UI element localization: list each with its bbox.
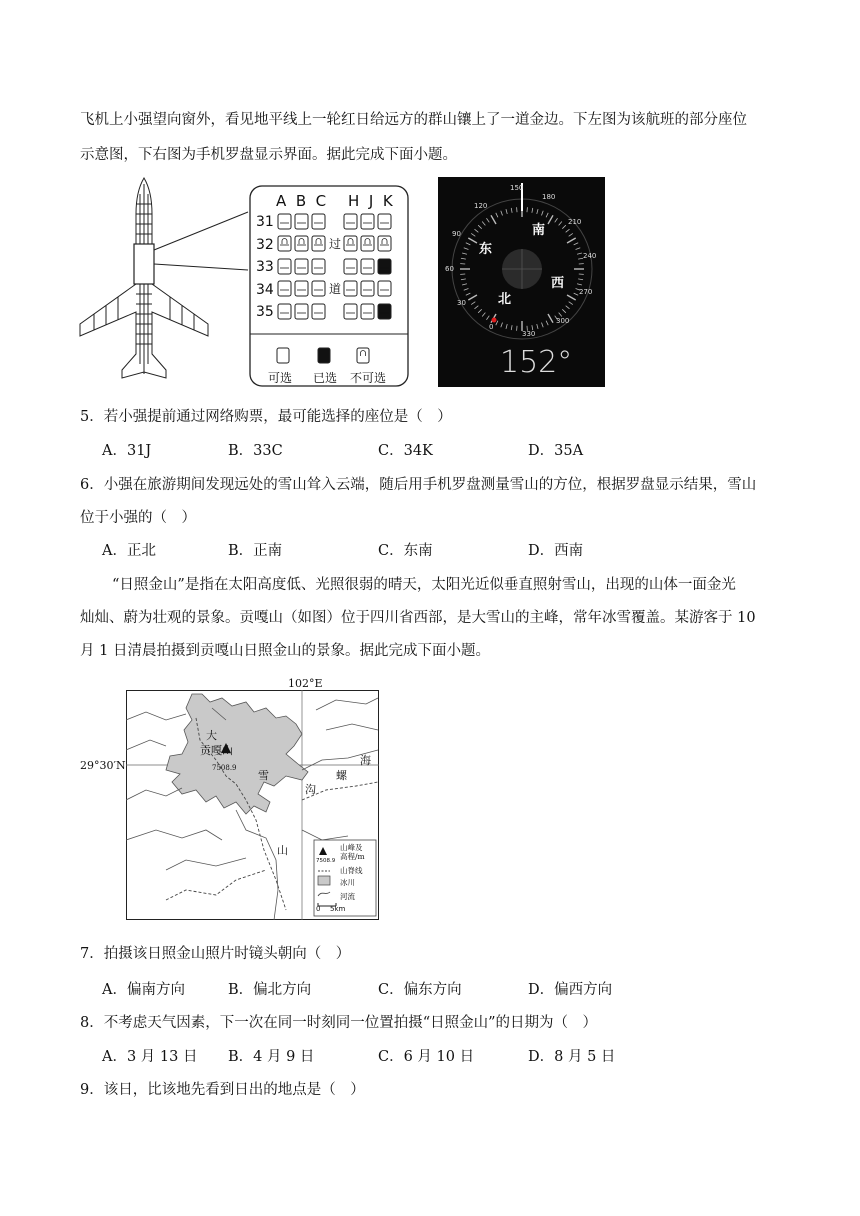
- tick-120: 120: [474, 202, 488, 210]
- row-32-label: 32: [256, 236, 274, 253]
- q8-option-b[interactable]: B．4 月 9 日: [228, 1049, 315, 1065]
- row-34-label: 34: [256, 281, 274, 298]
- seat[interactable]: [378, 214, 391, 229]
- legend-glacier-label: 冰川: [340, 878, 355, 887]
- map-peak-elevation: 7508.9: [212, 764, 237, 772]
- q9-stem: 9．该日，比该地先看到日出的地点是（ ）: [80, 1082, 365, 1098]
- compass-tick: [501, 211, 503, 216]
- seat[interactable]: [312, 259, 325, 274]
- q8-option-a[interactable]: A．3 月 13 日: [102, 1049, 198, 1065]
- compass-tick: [578, 279, 583, 280]
- q6-option-b[interactable]: B．正南: [228, 543, 283, 559]
- intro-line-2: 示意图，下右图为手机罗盘显示界面。据此完成下面小题。: [80, 147, 457, 163]
- compass-tick: [574, 243, 579, 245]
- seat[interactable]: [278, 281, 291, 296]
- compass-tick: [537, 209, 538, 214]
- intro2-line-2: 灿灿、蔚为壮观的景象。贡嘎山（如图）位于四川省西部，是大雪山的主峰，常年冰雪覆盖。某游客于 10: [80, 610, 756, 626]
- compass-tick: [532, 208, 533, 213]
- compass-north-label: 北: [498, 292, 512, 307]
- q7-stem: 7．拍摄该日照金山照片时镜头朝向（ ）: [80, 946, 351, 962]
- compass-tick: [501, 323, 503, 328]
- compass-tick: [546, 321, 548, 326]
- compass-tick: [468, 238, 477, 243]
- map-gully-char-2: 螺: [336, 769, 347, 782]
- compass-tick: [461, 258, 466, 259]
- legend-seat-icon: [277, 348, 289, 363]
- compass-tick: [486, 316, 489, 320]
- compass-tick: [486, 218, 489, 222]
- seat-columns-left: [276, 192, 326, 210]
- compass-tick: [566, 229, 570, 232]
- compass-tick: [576, 248, 581, 250]
- q6-option-d[interactable]: D．西南: [528, 543, 584, 559]
- tick-150: 150: [510, 184, 524, 192]
- seat[interactable]: [361, 259, 374, 274]
- seat[interactable]: [295, 259, 308, 274]
- compass-tick: [478, 309, 482, 313]
- compass-tick: [541, 323, 543, 328]
- legend-selected: 已选: [313, 371, 338, 385]
- q7-option-a[interactable]: A．偏南方向: [102, 982, 185, 998]
- compass-tick: [562, 225, 566, 229]
- tick-210: 210: [568, 218, 582, 226]
- q8-option-d[interactable]: D．8 月 5 日: [528, 1049, 616, 1065]
- q6-option-a[interactable]: A．正北: [102, 543, 156, 559]
- compass-tick: [466, 243, 471, 245]
- compass-tick: [511, 325, 512, 330]
- compass-tick: [506, 324, 507, 329]
- seat[interactable]: [295, 281, 308, 296]
- map-range-char-2: 雪: [258, 769, 269, 782]
- tick-270: 270: [579, 288, 593, 296]
- intro2-line-3: 月 1 日清晨拍摄到贡嘎山日照金山的景象。据此完成下面小题。: [80, 643, 490, 659]
- legend-unavailable: 不可选: [350, 371, 387, 385]
- legend-scale-5km: 5km: [330, 905, 346, 913]
- row-33-label: 33: [256, 259, 274, 275]
- compass-tick: [559, 222, 562, 226]
- row-31-label: 31: [256, 214, 274, 230]
- seat[interactable]: [361, 281, 374, 296]
- q5-option-b[interactable]: B．33C: [228, 443, 283, 459]
- col-j-label: J: [368, 192, 374, 210]
- seat[interactable]: [278, 259, 291, 274]
- compass-tick: [496, 321, 498, 326]
- legend-river-label: 河流: [340, 892, 355, 901]
- compass-tick: [567, 238, 576, 243]
- seat[interactable]: [278, 304, 291, 319]
- compass-tick: [567, 295, 576, 300]
- compass-tick: [546, 213, 548, 218]
- compass-tick: [482, 222, 485, 226]
- compass-tick: [511, 208, 512, 213]
- compass-tick: [464, 288, 469, 290]
- intro2-line-1: “日照金山”是指在太阳高度低、光照很弱的晴天，太阳光近似垂直照射雪山，出现的山体一面金光: [112, 577, 736, 593]
- intro-line-1: 飞机上小强望向窗外，看见地平线上一轮红日给远方的群山镶上了一道金边。下左图为该航班的部分座位: [80, 112, 747, 128]
- seat-row-labels: [256, 211, 274, 324]
- q7-option-d[interactable]: D．偏西方向: [528, 982, 613, 998]
- compass-reading: 152°: [500, 345, 573, 380]
- compass-tick: [491, 215, 496, 224]
- compass-tick: [577, 253, 582, 254]
- compass-tick: [577, 284, 582, 285]
- col-c-label: C: [315, 192, 327, 210]
- tick-180: 180: [542, 193, 556, 201]
- col-a-label: A: [276, 192, 287, 210]
- seat[interactable]: [295, 304, 308, 319]
- compass-tick: [562, 309, 566, 313]
- legend-scale-zero: 0: [316, 905, 321, 913]
- aisle-char-2: 道: [329, 282, 342, 296]
- compass-tick: [475, 229, 479, 232]
- q7-option-c[interactable]: C．偏东方向: [378, 982, 462, 998]
- legend-peak-line-1: 山峰及: [340, 843, 363, 852]
- compass-east-label: 东: [479, 242, 493, 257]
- seat[interactable]: [344, 304, 357, 319]
- tick-60: 60: [445, 265, 454, 273]
- compass-tick: [541, 211, 543, 216]
- q5-option-d[interactable]: D．35A: [528, 443, 584, 459]
- seat[interactable]: [378, 281, 391, 296]
- seat[interactable]: [312, 214, 325, 229]
- legend-seat-icon: [318, 348, 330, 363]
- legend-peak-number: 7508.9: [316, 858, 336, 864]
- compass-tick: [471, 302, 475, 305]
- compass-south-label: 南: [532, 223, 546, 238]
- seat-columns-right: [348, 192, 393, 210]
- compass-tick: [475, 306, 479, 309]
- compass-tick: [462, 284, 467, 285]
- tick-240: 240: [583, 252, 597, 260]
- compass-tick: [548, 215, 553, 224]
- seat[interactable]: [278, 214, 291, 229]
- q5-option-c[interactable]: C．34K: [378, 443, 433, 459]
- tick-330: 330: [522, 330, 536, 338]
- q6-option-c[interactable]: C．东南: [378, 543, 433, 559]
- compass-tick: [506, 209, 507, 214]
- compass-tick: [566, 306, 570, 309]
- q7-option-b[interactable]: B．偏北方向: [228, 982, 312, 998]
- compass-tick: [466, 293, 471, 295]
- seat[interactable]: [312, 281, 325, 296]
- compass-tick: [461, 279, 466, 280]
- map-gully-char-3: 沟: [305, 783, 316, 796]
- col-k-label: K: [382, 192, 393, 210]
- aisle-char-1: 过: [329, 237, 342, 251]
- compass-tick: [478, 225, 482, 229]
- map-longitude-label: 102°E: [288, 677, 323, 690]
- tick-300: 300: [556, 317, 570, 325]
- compass-tick: [548, 314, 553, 323]
- seat[interactable]: [295, 214, 308, 229]
- seat[interactable]: [378, 259, 391, 274]
- compass-tick: [468, 295, 477, 300]
- q6-stem-line-1: 6．小强在旅游期间发现远处的雪山耸入云端，随后用手机罗盘测量雪山的方位，根据罗盘显示结果，雪山: [80, 477, 757, 493]
- compass-tick: [559, 313, 562, 317]
- map-latitude-label: 29°30′N: [80, 759, 126, 772]
- map-peak-name: 贡嘎山: [200, 744, 233, 757]
- seat[interactable]: [312, 304, 325, 319]
- tick-30: 30: [457, 299, 466, 307]
- compass-screen: [438, 177, 605, 387]
- map-range-char-1: 大: [206, 729, 217, 742]
- seat[interactable]: [378, 304, 391, 319]
- seat[interactable]: [344, 281, 357, 296]
- col-b-label: B: [295, 192, 307, 210]
- legend-peak-line-2: 高程/m: [340, 852, 365, 861]
- legend-available: 可选: [268, 371, 293, 385]
- compass-tick: [471, 233, 475, 236]
- seat[interactable]: [361, 214, 374, 229]
- q5-option-a[interactable]: A．31J: [102, 443, 152, 459]
- compass-west-label: 西: [551, 276, 565, 291]
- seat[interactable]: [344, 214, 357, 229]
- col-h-label: H: [348, 192, 360, 210]
- compass-tick: [574, 293, 579, 295]
- tick-90: 90: [452, 230, 461, 238]
- legend-peak-label: [340, 843, 365, 861]
- seat[interactable]: [344, 259, 357, 274]
- q5-stem: 5．若小强提前通过网络购票，最可能选择的座位是（ ）: [80, 409, 452, 425]
- legend-ridge-label: 山脊线: [340, 866, 363, 875]
- q8-stem: 8．不考虑天气因素，下一次在同一时刻同一位置拍摄“日照金山”的日期为（ ）: [80, 1015, 598, 1031]
- map-gully-char-1: 海: [360, 754, 371, 767]
- map-range-char-3: 山: [277, 844, 288, 857]
- seat[interactable]: [361, 304, 374, 319]
- compass-tick: [537, 324, 538, 329]
- q8-option-c[interactable]: C．6 月 10 日: [378, 1049, 475, 1065]
- compass-tick: [462, 253, 467, 254]
- q6-stem-line-2: 位于小强的（ ）: [80, 510, 196, 526]
- compass-tick: [569, 233, 573, 236]
- row-35-label: 35: [256, 304, 274, 320]
- compass-tick: [496, 213, 498, 218]
- compass-tick: [482, 313, 485, 317]
- compass-tick: [464, 248, 469, 250]
- compass-tick: [555, 218, 558, 222]
- compass-tick: [569, 302, 573, 305]
- tick-0: 0: [489, 323, 494, 331]
